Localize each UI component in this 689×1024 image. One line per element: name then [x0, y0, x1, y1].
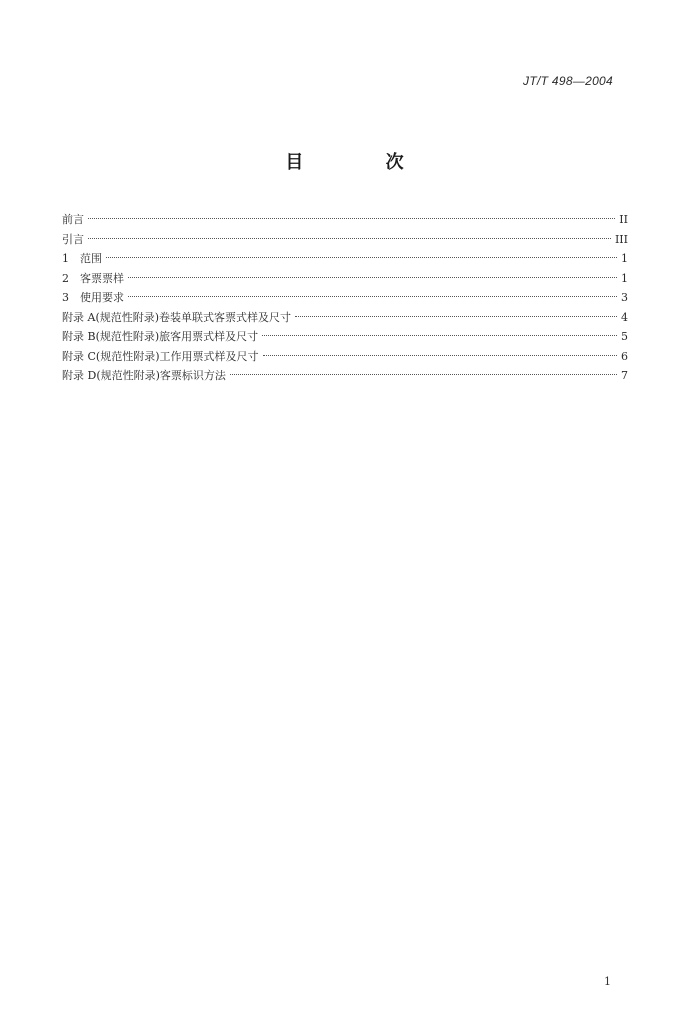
standard-code: JT/T 498—2004 [523, 74, 613, 88]
page-title: 目 次 [285, 152, 442, 173]
toc-dot-leader [295, 316, 617, 317]
toc-entry-ticket-samples[interactable] [62, 269, 628, 289]
toc-dot-leader [262, 335, 617, 336]
toc-entry-label: 引言 [62, 232, 84, 246]
toc-dot-leader [106, 257, 617, 258]
toc-entry-appendix-b[interactable] [62, 327, 628, 347]
toc-dot-leader [88, 238, 611, 239]
toc-entry-usage-requirements[interactable] [62, 288, 628, 308]
toc-entry-page: 5 [621, 330, 628, 343]
toc-entry-page: 1 [621, 271, 628, 285]
toc-entry-label: 1 范围 [62, 252, 102, 265]
toc-entry-appendix-c[interactable] [62, 347, 628, 367]
toc-entry-page: II [619, 213, 628, 226]
toc-entry-label: 2 客票票样 [62, 271, 124, 285]
toc-entry-label: 3 使用要求 [62, 291, 124, 304]
toc-entry-page: 6 [621, 349, 628, 363]
toc-entry-page: 4 [621, 310, 628, 324]
toc-entry-appendix-a[interactable] [62, 308, 628, 328]
toc-dot-leader [230, 374, 617, 375]
toc-entry-appendix-d[interactable] [62, 366, 628, 386]
toc-entry-foreword[interactable] [62, 210, 628, 230]
toc-entry-page: 3 [621, 291, 628, 304]
toc-entry-scope[interactable] [62, 249, 628, 269]
page-number: 1 [604, 975, 611, 988]
toc-entry-introduction[interactable] [62, 230, 628, 250]
toc-dot-leader [88, 218, 615, 219]
toc-dot-leader [128, 296, 617, 297]
toc-entry-label: 附录 B(规范性附录)旅客用票式样及尺寸 [62, 330, 259, 343]
toc-entry-page: 7 [621, 369, 628, 382]
toc-dot-leader [263, 355, 618, 356]
toc-entry-label: 附录 C(规范性附录)工作用票式样及尺寸 [62, 349, 259, 363]
toc-entry-page: 1 [621, 252, 628, 265]
toc-entry-label: 前言 [62, 213, 84, 226]
table-of-contents [62, 210, 628, 386]
toc-entry-label: 附录 A(规范性附录)卷装单联式客票式样及尺寸 [62, 310, 292, 324]
toc-entry-label: 附录 D(规范性附录)客票标识方法 [62, 369, 226, 382]
toc-dot-leader [128, 277, 617, 278]
toc-entry-page: III [614, 232, 628, 246]
